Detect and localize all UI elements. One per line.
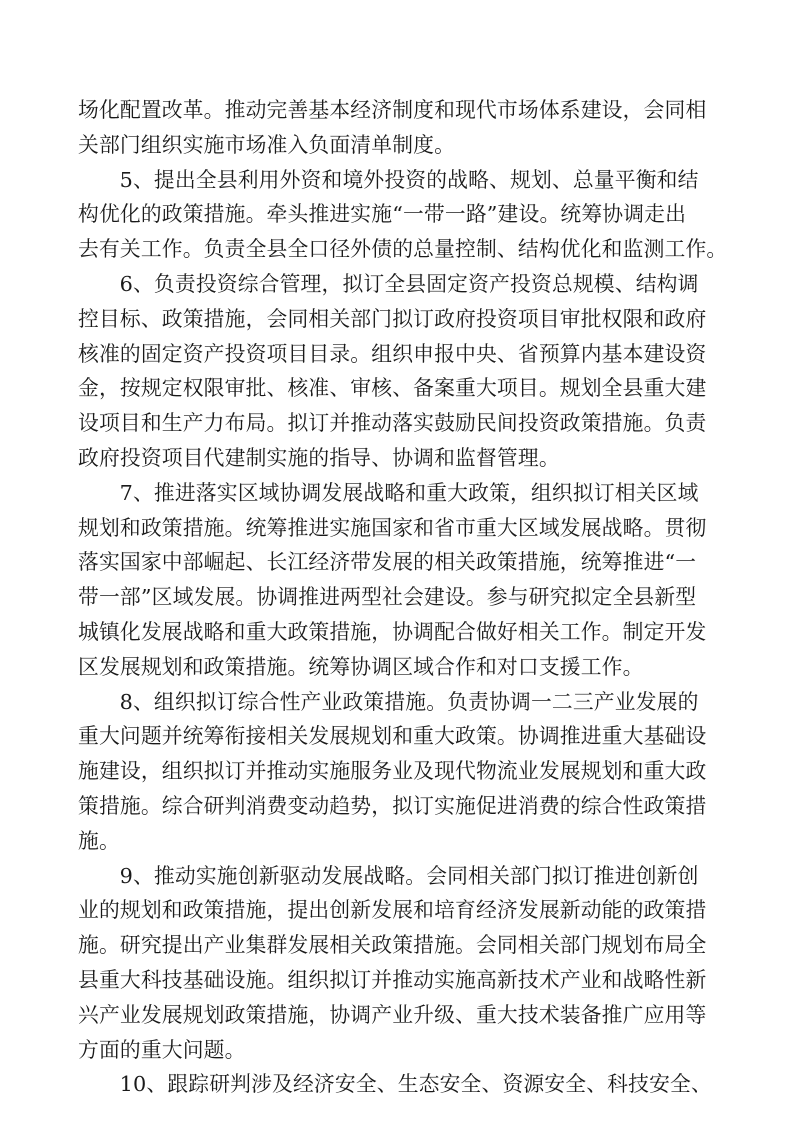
text-line: 关部门组织实施市场准入负面清单制度。 (78, 132, 456, 157)
text-line: 金，按规定权限审批、核准、审核、备案重大项目。规划全县重大建 (78, 376, 707, 401)
text-line: 带一部”区域发展。协调推进两型社会建设。参与研究拟定全县新型 (78, 585, 697, 610)
paragraph-start-item-10: 10、跟踪研判涉及经济安全、生态安全、资源安全、科技安全、 (119, 1072, 712, 1097)
text-line: 区发展规划和政策措施。统筹协调区域合作和对口支援工作。 (78, 654, 644, 679)
text-line: 县重大科技基础设施。组织拟订并推动实施高新技术产业和战略性新 (78, 967, 707, 992)
paragraph-start-item-7: 7、推进落实区域协调发展战略和重大政策，组织拟订相关区域 (119, 480, 699, 505)
text-line: 落实国家中部崛起、长江经济带发展的相关政策措施，统筹推进“一 (78, 550, 697, 575)
text-line: 施建设，组织拟订并推动实施服务业及现代物流业发展规划和重大政 (78, 759, 707, 784)
text-line: 核准的固定资产投资项目目录。组织申报中央、省预算内基本建设资 (78, 341, 707, 366)
text-line: 设项目和生产力布局。拟订并推动落实鼓励民间投资政策措施。负责 (78, 411, 707, 436)
text-line: 构优化的政策措施。牵头推进实施“一带一路”建设。统筹协调走出 (78, 202, 687, 227)
text-line: 施。研究提出产业集群发展相关政策措施。会同相关部门规划布局全 (78, 933, 707, 958)
text-line: 政府投资项目代建制实施的指导、协调和监督管理。 (78, 445, 560, 470)
text-line: 去有关工作。负责全县全口径外债的总量控制、结构优化和监测工作。 (78, 237, 728, 262)
paragraph-start-item-5: 5、提出全县利用外资和境外投资的战略、规划、总量平衡和结 (119, 167, 699, 192)
text-line: 场化配置改革。推动完善基本经济制度和现代市场体系建设，会同相 (78, 98, 707, 122)
text-line: 策措施。综合研判消费变动趋势，拟订实施促进消费的综合性政策措 (78, 793, 707, 818)
text-line: 规划和政策措施。统筹推进实施国家和省市重大区域发展战略。贯彻 (78, 515, 707, 540)
text-line: 兴产业发展规划政策措施，协调产业升级、重大技术装备推广应用等 (78, 1002, 707, 1027)
text-line: 控目标、政策措施，会同相关部门拟订政府投资项目审批权限和政府 (78, 306, 707, 331)
paragraph-start-item-8: 8、组织拟订综合性产业政策措施。负责协调一二三产业发展的 (119, 689, 699, 714)
text-line: 施。 (78, 828, 120, 853)
paragraph-start-item-9: 9、推动实施创新驱动发展战略。会同相关部门拟订推进创新创 (119, 863, 699, 888)
paragraph-start-item-6: 6、负责投资综合管理，拟订全县固定资产投资总规模、结构调 (119, 271, 699, 296)
text-line: 方面的重大问题。 (78, 1037, 246, 1062)
text-line: 重大问题并统筹衔接相关发展规划和重大政策。协调推进重大基础设 (78, 724, 707, 749)
text-line: 城镇化发展战略和重大政策措施，协调配合做好相关工作。制定开发 (78, 619, 707, 644)
text-line: 业的规划和政策措施，提出创新发展和培育经济发展新动能的政策措 (78, 898, 707, 923)
document-body-text (78, 93, 728, 1102)
